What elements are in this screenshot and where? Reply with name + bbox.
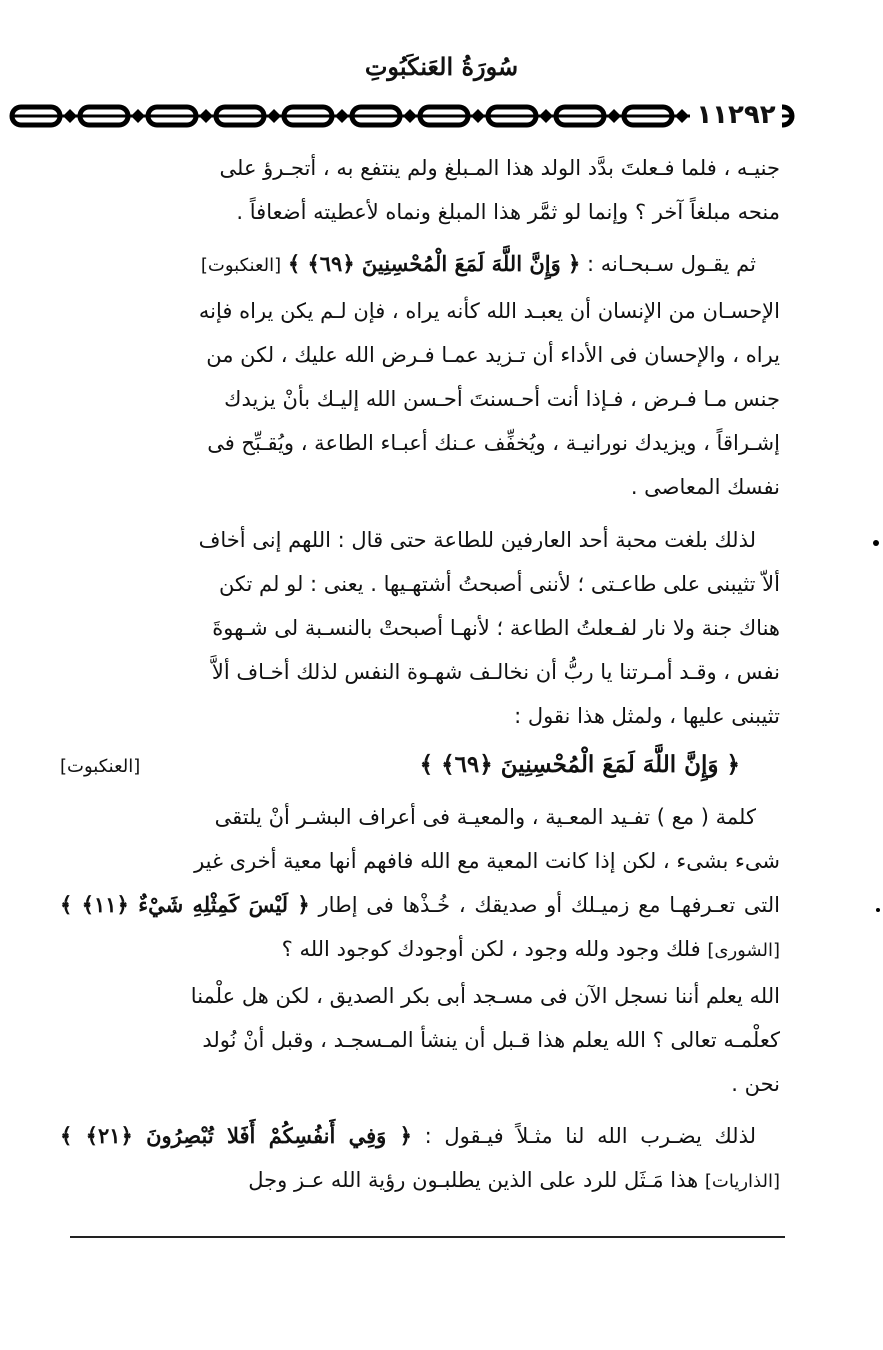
paragraph-1: [60, 146, 780, 234]
quran-verse: ﴿ لَيْسَ كَمِثْلِهِ شَيْءٌ ﴿١١﴾ ﴾: [60, 892, 310, 918]
text-line: شىء بشىء ، لكن إذا كانت المعية مع الله فافهم أنها معية أخرى غير: [194, 849, 780, 874]
text-line: يراه ، والإحسان فى الأداء أن تـزيد عمـا فـرض الله عليك ، لكن من: [206, 342, 780, 367]
paragraph-5: [60, 1114, 780, 1204]
text-line: ثم يقـول سـبحـانه :: [587, 252, 756, 277]
decorative-chain-border: [8, 98, 796, 134]
text-line: فلك وجود ولله وجود ، لكن أوجودك كوجود الله ؟: [281, 937, 701, 962]
page-body: [60, 146, 780, 1205]
text-line: الله يعلم أننا نسجل الآن فى مسـجد أبى بكر الصديق ، لكن هل علْمنا: [190, 983, 780, 1008]
quran-verse: ﴿ وَإِنَّ اللَّهَ لَمَعَ الْمُحْسِنِينَ ﴿٦٩﴾ ﴾: [419, 750, 740, 778]
standalone-verse: [60, 743, 780, 789]
quran-verse: ﴿ وَفِي أَنفُسِكُمْ أَفَلا تُبْصِرُونَ ﴿٢١﴾ ﴾: [60, 1123, 412, 1149]
text-line: الإحسـان من الإنسان أن يعبـد الله كأنه يراه ، فإن لـم يكن يراه فإنه: [198, 298, 780, 323]
quran-verse: ﴿ وَإِنَّ اللَّهَ لَمَعَ الْمُحْسِنِينَ ﴿٦٩﴾ ﴾: [287, 251, 581, 277]
text-line: إشـراقاً ، ويزيدك نورانيـة ، ويُخفِّف عـنك أعبـاء الطاعة ، ويُقـبِّح فى: [207, 431, 780, 456]
text-line: ألاّ تثيبنى على طاعـتى ؛ لأننى أصبحتُ أشتهـيها . يعنى : لو لم تكن: [218, 571, 780, 596]
verse-source: [العنكبوت]: [60, 755, 141, 777]
text-line: نفس ، وقـد أمـرتنا يا ربُّ أن نخالـف شهـوة النفس لذلك أخـاف ألاَّ: [211, 660, 780, 685]
text-line: تثيبنى عليها ، ولمثل هذا نقول :: [514, 704, 780, 729]
text-line: هناك جنة ولا نار لفـعلتُ الطاعة ؛ لأنهـا أصبحتْ بالنسـبة لى شـهوةَ: [212, 616, 780, 641]
footer-divider: [70, 1236, 785, 1238]
surah-title: سُورَةُ العَنكَبُوتِ: [364, 52, 519, 81]
text-line: لذلك بلغت محبة أحد العارفين للطاعة حتى قال : اللهم إنى أخاف: [198, 527, 756, 552]
scan-speck: [876, 908, 880, 912]
text-line: منحه مبلغاً آخر ؟ وإنما لو ثمَّر هذا المبلغ ونماه لأعطيته أضعافاً .: [236, 200, 780, 225]
paragraph-4: [60, 795, 780, 1106]
paragraph-3: [60, 518, 780, 739]
text-line: نفسك المعاصى .: [630, 475, 780, 500]
page-number: ١١٢٩٢: [690, 97, 782, 133]
text-line: لذلك يضـرب الله لنا مثـلاً فيـقول :: [424, 1124, 757, 1149]
text-line: التى تعـرفهـا مع زميـلك أو صديقك ، خُـذْها فى إطار: [318, 893, 780, 918]
verse-source: [الشورى]: [707, 940, 780, 962]
text-line: جنس مـا فـرض ، فـإذا أنت أحـسنتَ أحـسن الله إليـك بأنْ يزيدك: [224, 387, 780, 412]
scan-speck: [873, 540, 879, 546]
verse-source: [العنكبوت]: [200, 255, 282, 277]
text-line: جنيـه ، فلما فـعلتَ بدَّد الولد هذا المـبلغ ولم ينتفع به ، أتجـرؤ على: [219, 156, 780, 180]
text-line: هذا مَـثَل للرد على الذين يطلبـون رؤية الله عـز وجل: [248, 1168, 699, 1193]
paragraph-2: [60, 242, 780, 509]
text-line: كعلْمـه تعالى ؟ الله يعلم هذا قـبل أن ينشأ المـسجـد ، وقبل أنْ نُولد: [202, 1027, 780, 1052]
text-line: نحن .: [731, 1072, 780, 1097]
text-line: كلمة ( مع ) تفـيد المعـية ، والمعيـة فى أعراف البشـر أنْ يلتقى: [214, 804, 756, 829]
verse-source: [الذاريات]: [704, 1171, 780, 1193]
